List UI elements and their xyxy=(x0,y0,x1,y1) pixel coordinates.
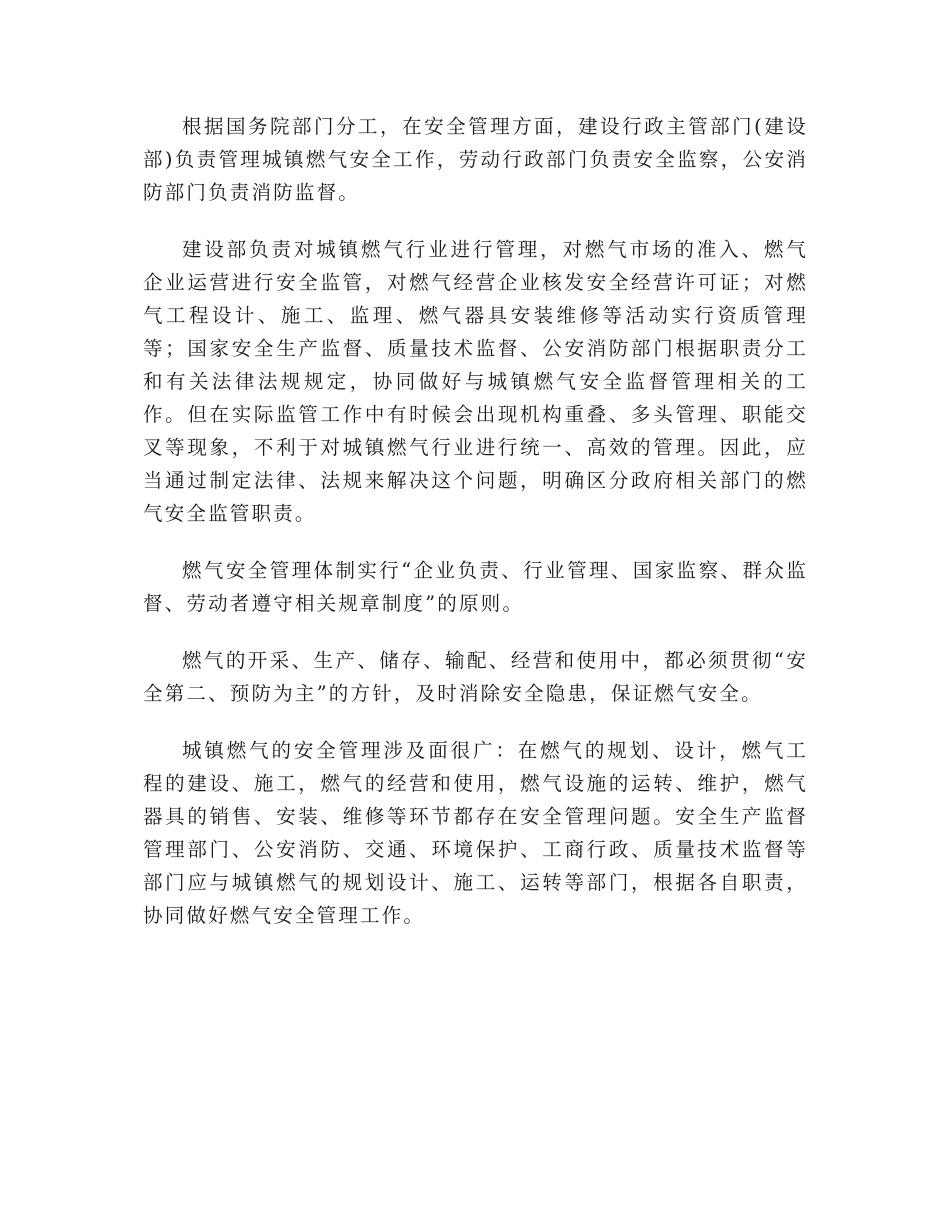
paragraph-3: 燃气安全管理体制实行“企业负责、行业管理、国家监察、群众监督、劳动者遵守相关规章制度”的原则。 xyxy=(143,559,808,615)
paragraph-1: 根据国务院部门分工，在安全管理方面，建设行政主管部门(建设部)负责管理城镇燃气安全工作，劳动行政部门负责安全监察，公安消防部门负责消防监督。 xyxy=(143,115,808,204)
document-body xyxy=(143,110,808,956)
paragraph-5: 城镇燃气的安全管理涉及面很广：在燃气的规划、设计，燃气工程的建设、施工，燃气的经营和使用，燃气设施的运转、维护，燃气器具的销售、安装、维修等环节都存在安全管理问题。安全生产监督管理部门、公安消防、交通、环境保护、工商行政、质量技术监督等部门应与城镇燃气的规划设计、施工、运转等部门，根据各自职责，协同做好燃气安全管理工作。 xyxy=(143,739,808,927)
paragraph-4: 燃气的开采、生产、储存、输配、经营和使用中，都必须贯彻“安全第二、预防为主”的方针，及时消除安全隐患，保证燃气安全。 xyxy=(143,649,808,705)
paragraph-2: 建设部负责对城镇燃气行业进行管理，对燃气市场的准入、燃气企业运营进行安全监管，对燃气经营企业核发安全经营许可证；对燃气工程设计、施工、监理、燃气器具安装维修等活动实行资质管理等；国家安全生产监督、质量技术监督、公安消防部门根据职责分工和有关法律法规规定，协同做好与城镇燃气安全监督管理相关的工作。但在实际监管工作中有时候会出现机构重叠、多头管理、职能交叉等现象，不利于对城镇燃气行业进行统一、高效的管理。因此，应当通过制定法律、法规来解决这个问题，明确区分政府相关部门的燃气安全监管职责。 xyxy=(143,238,808,525)
